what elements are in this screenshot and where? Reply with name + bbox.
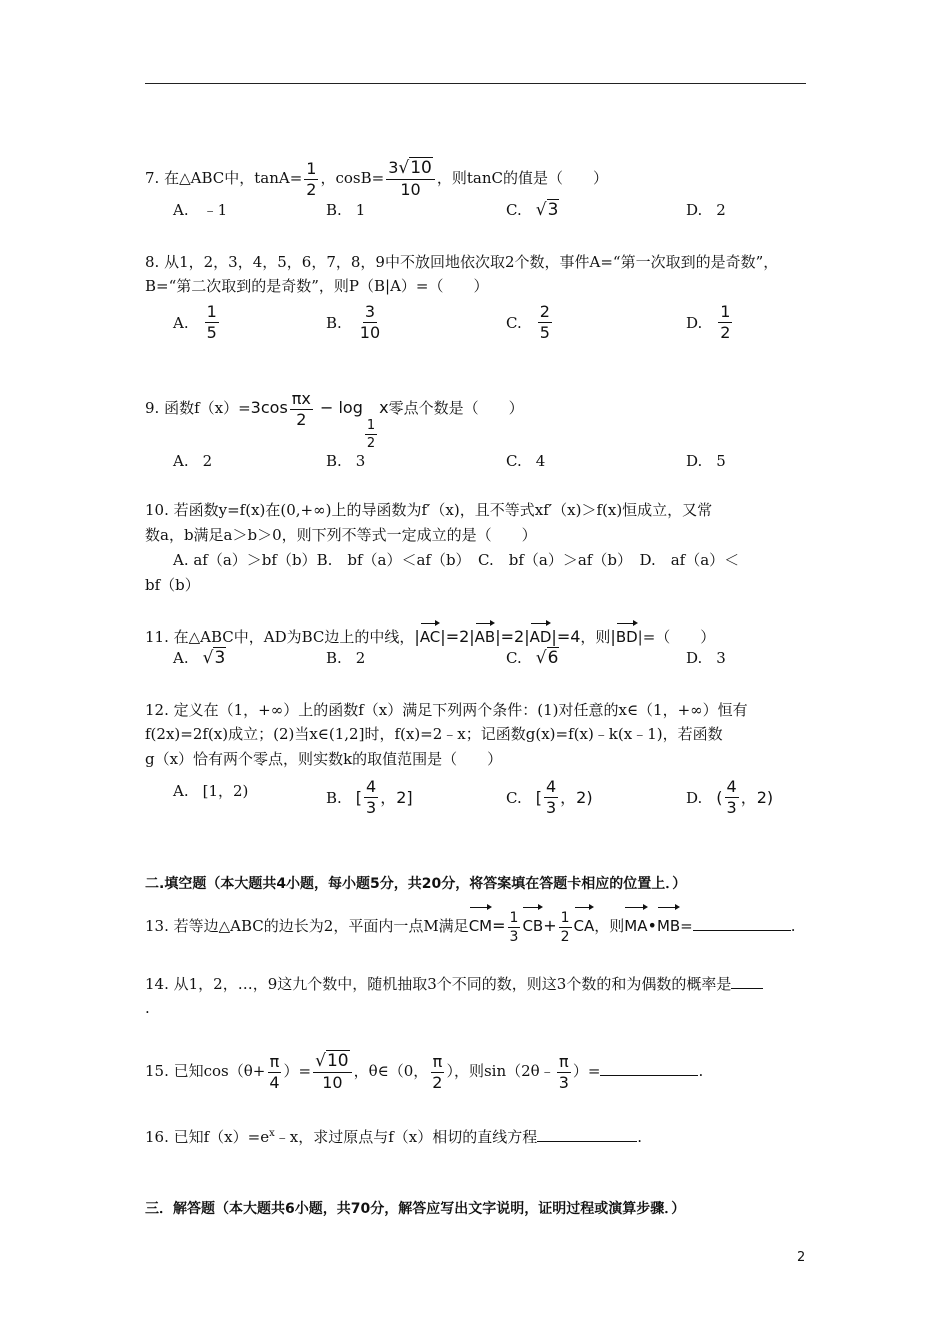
q11-option-d[interactable]: D. 3	[686, 649, 726, 667]
question-10-line-4: bf（b）	[145, 576, 200, 594]
question-10-line-2: 数a，b满足a＞b＞0，则下列不等式一定成立的是（ ）	[145, 526, 537, 544]
q16-answer-blank[interactable]	[537, 1127, 637, 1142]
question-12-line-2: f(2x)=2f(x)成立；(2)当x∈(1,2]时，f(x)=2﹣x；记函数g(x)=f(x)﹣k(x﹣1)，若函数	[145, 725, 723, 743]
question-12-line-3: g（x）恰有两个零点，则实数k的取值范围是（ ）	[145, 750, 503, 768]
q9-option-d[interactable]: D. 5	[686, 452, 726, 470]
cosB-fraction: $\frac{3√10}{10}$	[386, 160, 435, 198]
question-11: 11. 在△ABC中，AD为BC边上的中线，|AC|=2|AB|=2|AD|=4，则|BD|=（ ）	[145, 622, 809, 649]
q12-option-d[interactable]: D. ( $\frac{4}{3}$ ，2)	[686, 777, 774, 817]
q7-option-d[interactable]: D. 2	[686, 201, 726, 219]
question-14-line-1: 14. 从1，2，…，9这九个数中，随机抽取3个不同的数，则这3个数的和为偶数的概率是	[145, 972, 809, 996]
q8-option-d[interactable]: D. $\frac{1}{2}$	[686, 302, 731, 342]
question-12-line-1: 12. 定义在（1，+∞）上的函数f（x）满足下列两个条件：(1)对任意的x∈（1，+∞）恒有	[145, 701, 748, 719]
q7-option-a[interactable]: A. ﹣1	[173, 201, 228, 219]
question-15: 15. 已知cos（θ+ $\frac{\pi}{4}$ ）= $\frac{√10}{10}$ ，θ∈（0， $\frac{\pi}{2}$ ），则sin（2θ﹣ $\frac{\pi}{3}$ ）= .	[145, 1051, 704, 1092]
q9-option-c[interactable]: C. 4	[506, 452, 546, 470]
section-3-heading: 三．解答题（本大题共6小题，共70分，解答应写出文字说明，证明过程或演算步骤．）	[145, 1201, 686, 1217]
q8-option-a[interactable]: A. $\frac{1}{5}$	[173, 302, 217, 342]
q14-answer-blank[interactable]	[731, 974, 763, 989]
q12-options	[173, 779, 813, 819]
q12-option-b[interactable]: B. [ $\frac{4}{3}$ ，2]	[326, 777, 413, 817]
q11-options	[173, 646, 813, 686]
q9-option-b[interactable]: B. 3	[326, 452, 366, 470]
tanA-fraction: $\frac{1}{2}$	[306, 158, 317, 199]
question-16: 16. 已知$f(x)=e^x﹣x$，求过原点与f（x）相切的直线方程 .	[145, 1128, 642, 1146]
q11-option-c[interactable]: C. √6	[506, 648, 559, 668]
pi-x-over-2-fraction: $\frac{\pi x}{2}$	[291, 388, 311, 429]
q15-answer-blank[interactable]	[600, 1061, 698, 1076]
question-8-line-2: B=“第二次取到的是奇数”，则P（B|A）=（ ）	[145, 277, 489, 295]
q11-option-a[interactable]: A. √3	[173, 648, 226, 668]
question-8-line-1: 8. 从1，2，3，4，5，6，7，8，9中不放回地依次取2个数，事件A=“第一次取到的是奇数”，	[145, 253, 779, 271]
header-rule	[145, 83, 806, 84]
question-14-line-2: .	[145, 999, 150, 1017]
q13-answer-blank[interactable]	[693, 916, 791, 931]
q7-stem-start: 7. 在△ABC中，tanA=	[145, 169, 303, 187]
page-number: 2	[797, 1250, 806, 1265]
q8-option-b[interactable]: B. $\frac{3}{10}$	[326, 302, 381, 342]
q7-stem-end: ，则tanC的值是（ ）	[436, 169, 608, 187]
q11-option-b[interactable]: B. 2	[326, 649, 366, 667]
q8-options	[173, 304, 813, 344]
q7-option-b[interactable]: B. 1	[326, 201, 366, 219]
q9-options	[173, 449, 813, 489]
q9-option-a[interactable]: A. 2	[173, 452, 213, 470]
section-2-heading: 二.填空题（本大题共4小题，每小题5分，共20分，将答案填在答题卡相应的位置上．）	[145, 876, 687, 892]
question-9: 9. 函数f（x）=3cos $\frac{\pi x}{2}$ − log $\frac{1}{2}$ x零点个数是（ ）	[145, 388, 524, 451]
q7-option-c[interactable]: C. √3	[506, 200, 559, 220]
question-10-options[interactable]: A. af（a）＞bf（b）B. bf（a）＜af（b） C. bf（a）＞af（b） D. af（a）＜	[173, 551, 740, 569]
question-13: 13. 若等边△ABC的边长为2，平面内一点M满足CM= $\frac{1}{3}$ CB+ $\frac{1}{2}$ CA，则MA•MB= .	[145, 906, 809, 944]
q12-option-c[interactable]: C. [ $\frac{4}{3}$ ，2)	[506, 777, 593, 817]
q11-magnitude-expression: |AC|=2|AB|=2|AD|=4	[414, 627, 580, 646]
q12-option-a[interactable]: A. [1，2)	[173, 782, 249, 800]
q8-option-c[interactable]: C. $\frac{2}{5}$	[506, 302, 550, 342]
question-10-line-1: 10. 若函数y=f(x)在(0,+∞)上的导函数为f′（x)，且不等式xf′（x)＞f(x)恒成立，又常	[145, 501, 713, 519]
log-base-fraction: $\frac{1}{2}$	[366, 418, 376, 451]
question-7: 7. 在△ABC中，tanA= $\frac{1}{2}$ ，cosB= $\frac{3√10}{10}$ ，则tanC的值是（ ）	[145, 158, 608, 199]
q7-options	[173, 198, 813, 238]
